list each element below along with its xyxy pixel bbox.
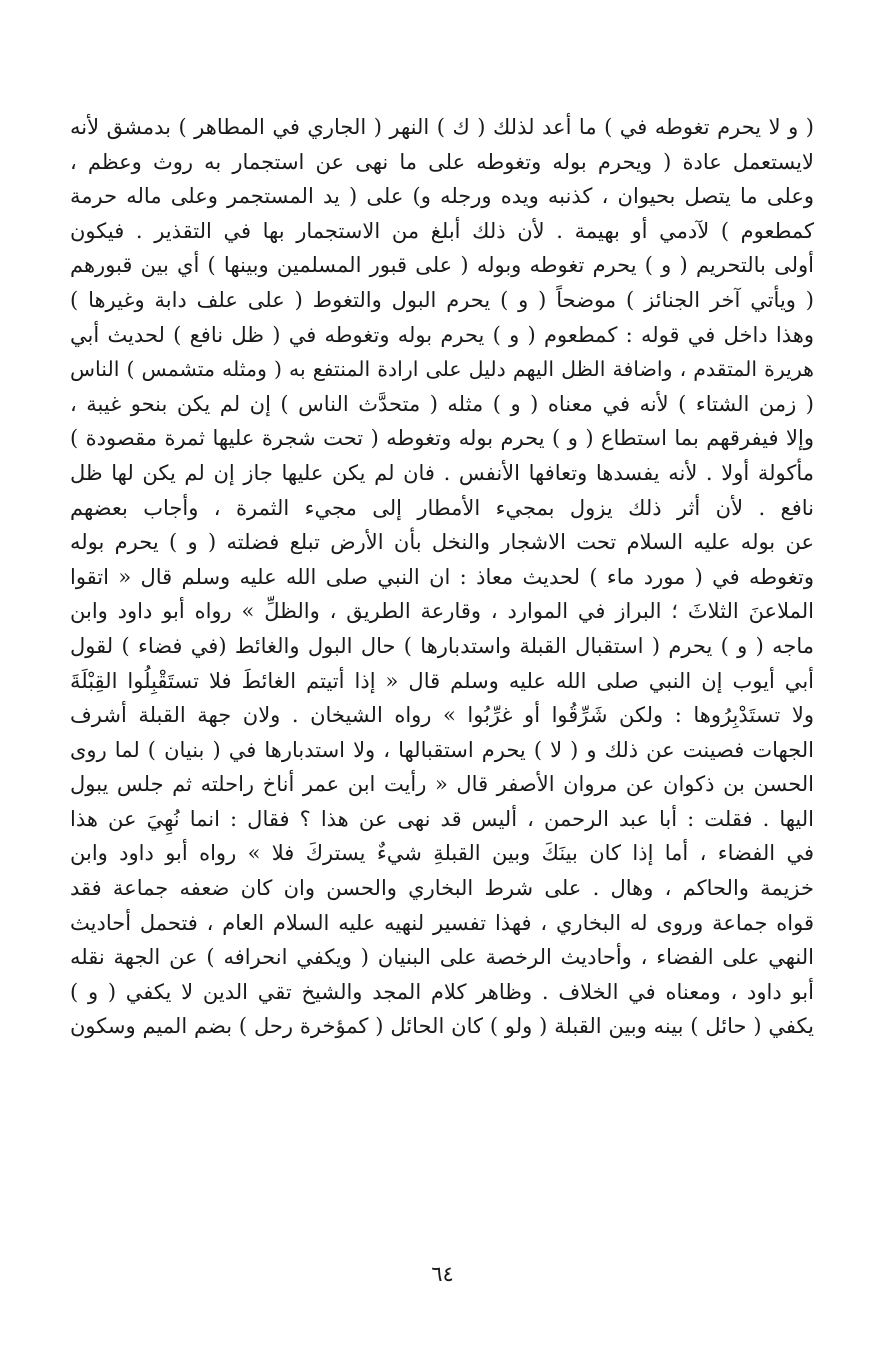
body-text <box>70 110 814 1044</box>
text-line: يكفي ( حائل ) بينه وبين القبلة ( ولو ) كان الحائل ( كمؤخرة رحل ) بضم الميم وسكون <box>70 1014 814 1039</box>
text-line: قواه جماعة وروى له البخاري ، فهذا تفسير لنهيه عليه السلام العام ، فتحمل أحاديث <box>70 910 814 935</box>
text-line: الملاعنَ الثلاثَ ؛ البراز في الموارد ، وقارعة الطريق ، والظلِّ » رواه أبو داود وابن <box>70 599 814 624</box>
text-line: الجهات فصينت عن ذلك و ( لا ) يحرم استقبالها ، ولا استدبارها في ( بنيان ) لما روى <box>70 737 814 762</box>
text-line: وإلا فيفرقهم بما استطاع ( و ) يحرم بوله وتغوطه ( تحت شجرة عليها ثمرة مقصودة ) <box>70 426 814 451</box>
page-number: ٦٤ <box>431 1262 454 1286</box>
text-line: ولا تستَدْبِرُوها : ولكن شَرِّقُوا أو غرِّبُوا » رواه الشيخان . ولان جهة القبلة أشرف <box>70 703 814 728</box>
text-line: أبو داود ، ومعناه في الخلاف . وظاهر كلام المجد والشيخ تقي الدين لا يكفي ( و ) <box>70 979 814 1004</box>
text-line: اليها . فقلت : أبا عبد الرحمن ، أليس قد نهى عن هذا ؟ فقال : انما نُهِيَ عن هذا <box>70 806 814 831</box>
text-line: عن بوله عليه السلام تحت الاشجار والنخل بأن الأرض تبلع فضلته ( و ) يحرم بوله <box>70 530 814 555</box>
text-line: مأكولة أولا . لأنه يفسدها وتعافها الأنفس . فان لم يكن عليها جاز إن لم يكن لها ظل <box>70 460 814 485</box>
text-line: ماجه ( و ) يحرم ( استقبال القبلة واستدبارها ) حال البول والغائط (في فضاء ) لقول <box>70 633 814 658</box>
text-line: لايستعمل عادة ( ويحرم بوله وتغوطه على ما نهى عن استجمار به روث وعظم ، <box>70 149 814 174</box>
text-line: وهذا داخل في قوله : كمطعوم ( و ) يحرم بوله وتغوطه في ( ظل نافع ) لحديث أبي <box>70 322 814 347</box>
text-line: كمطعوم ) لآدمي أو بهيمة . لأن ذلك أبلغ من الاستجمار بها في التقذير . فيكون <box>70 218 814 243</box>
text-line: الحسن بن ذكوان عن مروان الأصفر قال « رأيت ابن عمر أناخ راحلته ثم جلس يبول <box>70 772 814 797</box>
text-line: ( و لا يحرم تغوطه في ) ما أعد لذلك ( ك ) النهر ( الجاري في المطاهر ) بدمشق لأنه <box>70 115 814 139</box>
text-line: هريرة المتقدم ، واضافة الظل اليهم دليل على ارادة المنتفع به ( ومثله متشمس ) الناس <box>70 357 814 382</box>
text-line: أبي أيوب إن النبي صلى الله عليه وسلم قال « إذا أتيتم الغائطَ فلا تستَقْبِلُوا القِبْلَةَ <box>70 668 814 693</box>
text-line: ( ويأتي آخر الجنائز ) موضحاً ( و ) يحرم البول والتغوط ( على علف دابة وغيرها ) <box>70 287 814 312</box>
text-line: ( زمن الشتاء ) لأنه في معناه ( و ) مثله ( متحدَّث الناس ) إن لم يكن بنحو غيبة ، <box>70 391 814 416</box>
text-line: النهي على الفضاء ، وأحاديث الرخصة على البنيان ( ويكفي انحرافه ) عن الجهة نقله <box>70 945 814 970</box>
text-line: خزيمة والحاكم ، وهال . على شرط البخاري والحسن وان كان ضعفه جماعة فقد <box>70 876 814 901</box>
text-line: في الفضاء ، أما إذا كان بينَكَ وبين القبلةِ شيءٌ يستركَ فلا » رواه أبو داود وابن <box>70 841 814 866</box>
text-line: نافع . لأن أثر ذلك يزول بمجيء الأمطار إلى مجيء الثمرة ، وأجاب بعضهم <box>70 495 814 520</box>
text-line: وعلى ما يتصل بحيوان ، كذنبه ويده ورجله و) على ( يد المستجمر وعلى ماله حرمة <box>70 184 814 209</box>
text-line: أولى بالتحريم ( و ) يحرم تغوطه وبوله ( على قبور المسلمين وبينها ) أي بين قبورهم <box>70 253 814 278</box>
text-line: وتغوطه في ( مورد ماء ) لحديث معاذ : ان النبي صلى الله عليه وسلم قال « اتقوا <box>70 564 814 589</box>
